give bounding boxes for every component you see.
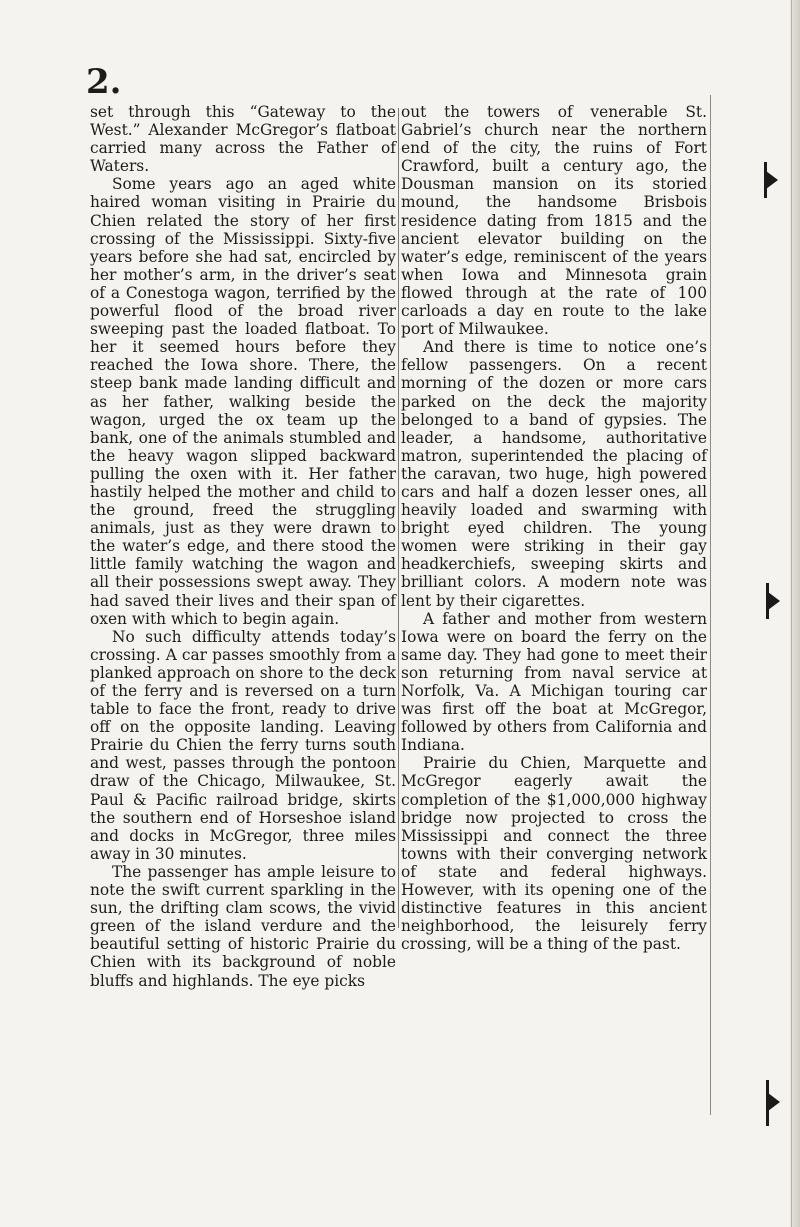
page-number: 2. [86, 62, 122, 102]
paragraph: Some years ago an aged white haired woman visiting in Prairie du Chien related the story of her first crossing of the Mississippi. Sixty-five years before she had sat, encircled by her mother’s arm, in the driver’s seat of a Conestoga wagon, terrified by the powerful flood of the broad river sweeping past the loaded flatboat. To her it seemed hours before they reached the Iowa shore. There, the steep bank made landing difficult and as her father, walking beside the wagon, urged the ox team up the bank, one of the animals stumbled and the heavy wagon slipped backward pulling the oxen with it. Her father hastily helped the mother and child to the ground, freed the struggling animals, just as they were drawn to the water’s edge, and there stood the little family watching the wagon and all their possessions swept away. They had saved their lives and their span of oxen with which to begin again. [90, 175, 396, 628]
column-divider [398, 108, 399, 928]
binder-pin-icon [768, 592, 780, 610]
clipping-edge [710, 95, 711, 1115]
paragraph: No such difficulty attends today’s crossing. A car passes smoothly from a planked approach on shore to the deck of the ferry and is reversed on a turn table to face the front, ready to drive off on the opposite landing. Leaving Prairie du Chien the ferry turns south and west, passes through the pontoon draw of the Chicago, Milwaukee, St. Paul & Pacific railroad bridge, skirts the southern end of Horseshoe island and docks in McGregor, three miles away in 30 minutes. [90, 627, 396, 863]
page-edge-line [791, 0, 792, 1227]
article-left-column [90, 103, 396, 990]
paragraph: out the towers of venerable St. Gabriel’s church near the northern end of the city, the ruins of Fort Crawford, built a century ago, the Dousman mansion on its storied mound, the handsome Brisbois residence dating from 1815 and the ancient elevator building on the water’s edge, reminiscent of the years when Iowa and Minnesota grain flowed through at the rate of 100 carloads a day en route to the lake port of Milwaukee. [401, 103, 707, 339]
paragraph: A father and mother from western Iowa were on board the ferry on the same day. They had gone to meet their son returning from naval service at Norfolk, Va. A Michigan touring car was first off the boat at McGregor, followed by others from California and Indiana. [401, 609, 707, 755]
binder-pin-icon [766, 171, 778, 189]
paragraph: And there is time to notice one’s fellow passengers. On a recent morning of the dozen or more cars parked on the deck the majority belonged to a band of gypsies. The leader, a handsome, authoritative matron, superintended the placing of the caravan, two huge, high powered cars and half a dozen lesser ones, all heavily loaded and swarming with bright eyed children. The young women were striking in their gay headkerchiefs, sweeping skirts and brilliant colors. A modern note was lent by their cigarettes. [401, 338, 707, 610]
paragraph: Prairie du Chien, Marquette and McGregor eagerly await the completion of the $1,000,000 highway bridge now projected to cross the Mississippi and connect the three towns with their converging network of state and federal highways. However, with its opening one of the distinctive features in this ancient neighborhood, the leisurely ferry crossing, will be a thing of the past. [401, 754, 707, 954]
article-right-column [401, 103, 707, 953]
paragraph: The passenger has ample leisure to note the swift current sparkling in the sun, the drifting clam scows, the vivid green of the island verdure and the beautiful setting of historic Prairie du Chien with its background of noble bluffs and highlands. The eye picks [90, 862, 396, 990]
binder-pin-icon [768, 1093, 780, 1111]
paragraph: set through this “Gateway to the West.” Alexander McGregor’s flatboat carried many across the Father of Waters. [90, 103, 396, 176]
